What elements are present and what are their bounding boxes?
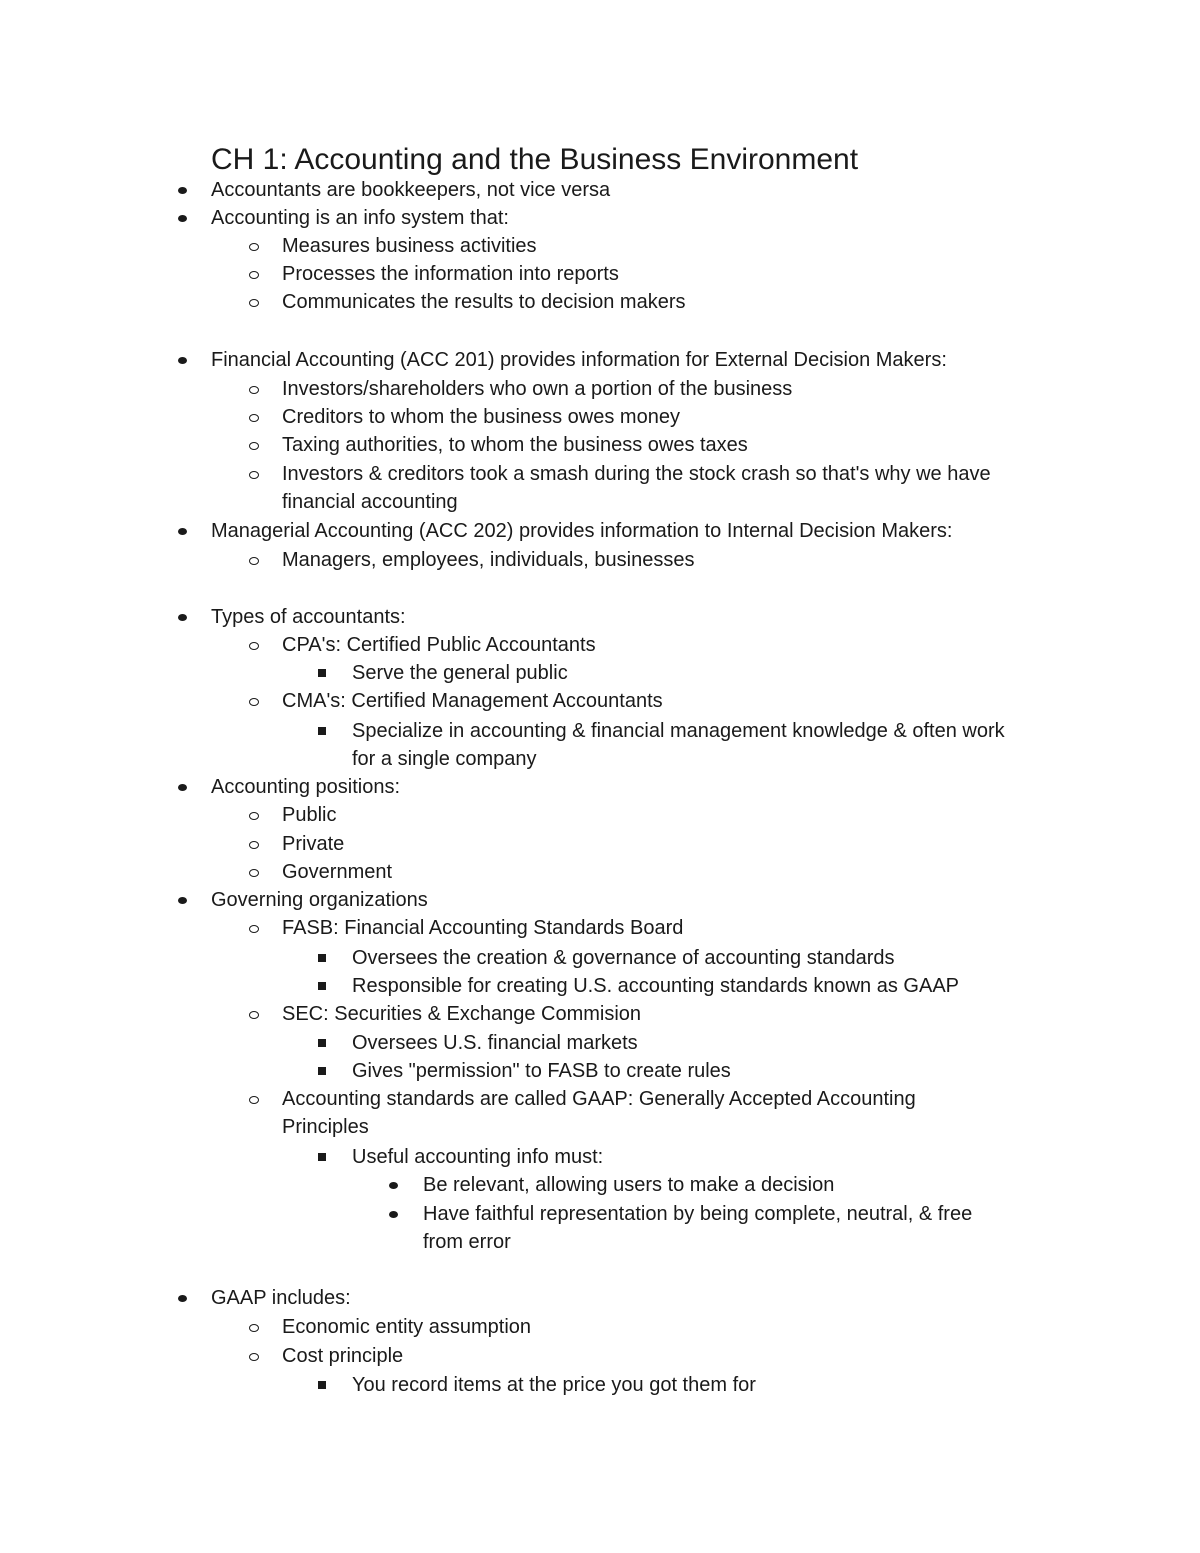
list-item: Serve the general public — [352, 662, 568, 684]
list-item: Responsible for creating U.S. accounting standards known as GAAP — [352, 975, 959, 997]
list-item: SEC: Securities & Exchange Commision — [282, 1003, 642, 1025]
list-item: from error — [423, 1231, 511, 1253]
list-item: Investors & creditors took a smash during the stock crash so that's why we have — [282, 463, 991, 485]
list-item: Accounting positions: — [211, 776, 401, 798]
circle-bullet-icon — [249, 925, 259, 933]
list-item: Taxing authorities, to whom the business owes taxes — [282, 434, 748, 456]
disc-bullet-icon — [178, 897, 187, 904]
square-bullet-icon — [318, 982, 326, 990]
circle-bullet-icon — [249, 557, 259, 565]
disc-bullet-icon — [389, 1211, 398, 1218]
circle-bullet-icon — [249, 1096, 259, 1104]
disc-bullet-icon — [178, 215, 187, 222]
circle-bullet-icon — [249, 442, 259, 450]
list-item: FASB: Financial Accounting Standards Board — [282, 917, 684, 939]
list-item: Principles — [282, 1116, 369, 1138]
list-item: Private — [282, 833, 345, 855]
disc-bullet-icon — [178, 784, 187, 791]
circle-bullet-icon — [249, 812, 259, 820]
list-item: GAAP includes: — [211, 1287, 351, 1309]
list-item: Specialize in accounting & financial management knowledge & often work — [352, 720, 1005, 742]
list-item: Gives "permission" to FASB to create rules — [352, 1060, 731, 1082]
list-item: Cost principle — [282, 1345, 404, 1367]
list-item: Have faithful representation by being complete, neutral, & free — [423, 1203, 973, 1225]
disc-bullet-icon — [389, 1182, 398, 1189]
list-item: Managers, employees, individuals, businesses — [282, 549, 695, 571]
disc-bullet-icon — [178, 1295, 187, 1302]
circle-bullet-icon — [249, 869, 259, 877]
circle-bullet-icon — [249, 841, 259, 849]
circle-bullet-icon — [249, 386, 259, 394]
circle-bullet-icon — [249, 1324, 259, 1332]
list-item: for a single company — [352, 748, 537, 770]
square-bullet-icon — [318, 1039, 326, 1047]
disc-bullet-icon — [178, 528, 187, 535]
square-bullet-icon — [318, 954, 326, 962]
list-item: Government — [282, 861, 393, 883]
circle-bullet-icon — [249, 414, 259, 422]
circle-bullet-icon — [249, 642, 259, 650]
list-item: Creditors to whom the business owes money — [282, 406, 680, 428]
list-item: Governing organizations — [211, 889, 428, 911]
circle-bullet-icon — [249, 1011, 259, 1019]
list-item: Useful accounting info must: — [352, 1146, 604, 1168]
square-bullet-icon — [318, 1067, 326, 1075]
circle-bullet-icon — [249, 471, 259, 479]
list-item: Financial Accounting (ACC 201) provides information for External Decision Makers: — [211, 349, 947, 371]
list-item: CMA's: Certified Management Accountants — [282, 690, 663, 712]
list-item: CPA's: Certified Public Accountants — [282, 634, 596, 656]
list-item: Accounting standards are called GAAP: Generally Accepted Accounting — [282, 1088, 916, 1110]
list-item: Accountants are bookkeepers, not vice versa — [211, 179, 611, 201]
circle-bullet-icon — [249, 243, 259, 251]
document-title: CH 1: Accounting and the Business Environment — [211, 143, 859, 176]
list-item: Be relevant, allowing users to make a decision — [423, 1174, 835, 1196]
list-item: financial accounting — [282, 491, 458, 513]
square-bullet-icon — [318, 669, 326, 677]
disc-bullet-icon — [178, 614, 187, 621]
list-item: Economic entity assumption — [282, 1316, 532, 1338]
list-item: Measures business activities — [282, 235, 537, 257]
circle-bullet-icon — [249, 1353, 259, 1361]
disc-bullet-icon — [178, 357, 187, 364]
circle-bullet-icon — [249, 698, 259, 706]
circle-bullet-icon — [249, 299, 259, 307]
square-bullet-icon — [318, 727, 326, 735]
list-item: Investors/shareholders who own a portion of the business — [282, 378, 793, 400]
square-bullet-icon — [318, 1153, 326, 1161]
list-item: Communicates the results to decision makers — [282, 291, 686, 313]
list-item: Accounting is an info system that: — [211, 207, 509, 229]
disc-bullet-icon — [178, 187, 187, 194]
list-item: Managerial Accounting (ACC 202) provides information to Internal Decision Makers: — [211, 520, 953, 542]
list-item: You record items at the price you got them for — [352, 1374, 756, 1396]
circle-bullet-icon — [249, 271, 259, 279]
list-item: Oversees the creation & governance of accounting standards — [352, 947, 895, 969]
list-item: Oversees U.S. financial markets — [352, 1032, 638, 1054]
list-item: Processes the information into reports — [282, 263, 619, 285]
list-item: Public — [282, 804, 337, 826]
square-bullet-icon — [318, 1381, 326, 1389]
list-item: Types of accountants: — [211, 606, 406, 628]
